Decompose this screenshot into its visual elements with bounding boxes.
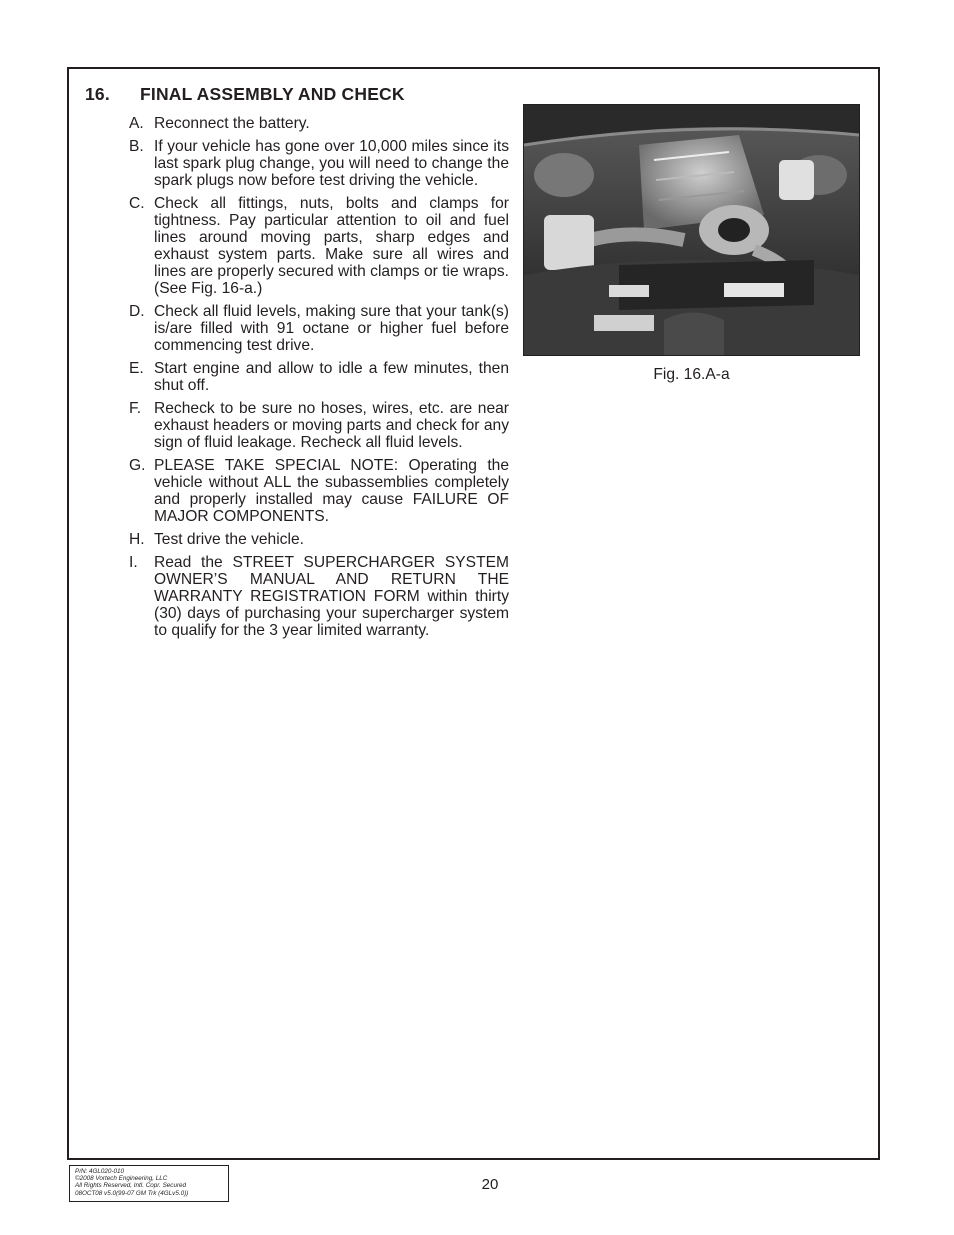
footer-line: P/N: 4GL020-010 (75, 1168, 125, 1175)
step-item (129, 115, 509, 132)
step-letter: I. (129, 554, 138, 571)
step-text: Read the STREET SUPERCHARGER SYSTEM OWNER’S MANUAL AND RETURN THE WARRANTY REGISTRATION FORM within thirty (30) days of purchasing your supercharger system to qualify for the 3 year limited warranty. (154, 554, 509, 639)
step-item (129, 531, 509, 548)
step-text: Check all fittings, nuts, bolts and clamps for tightness. Pay particular attention to oil and fuel lines around moving parts, sharp edges and exhaust system parts. Make sure all wires and lines are properly secured with clamps or tie wraps. (See Fig. 16-a.) (154, 195, 509, 297)
step-item (129, 457, 509, 525)
section-title: FINAL ASSEMBLY AND CHECK (140, 84, 405, 104)
step-text: Test drive the vehicle. (154, 531, 304, 548)
section-number: 16. (85, 84, 110, 104)
step-item (129, 554, 509, 639)
step-letter: D. (129, 303, 145, 320)
step-letter: E. (129, 360, 144, 377)
step-text: Recheck to be sure no hoses, wires, etc. are near exhaust headers or moving parts and check for any sign of fluid leakage. Recheck all fluid levels. (154, 400, 509, 451)
step-list (129, 115, 509, 645)
step-item (129, 400, 509, 451)
footer-line: All Rights Reserved, Intl. Copr. Secured (75, 1182, 187, 1190)
step-item (129, 195, 509, 297)
step-letter: G. (129, 457, 146, 474)
step-letter: B. (129, 138, 144, 155)
step-letter: F. (129, 400, 142, 417)
footer-line: ©2008 Vortech Engineering, LLC (75, 1175, 168, 1183)
step-text: Reconnect the battery. (154, 115, 310, 132)
step-text: Start engine and allow to idle a few minutes, then shut off. (154, 360, 509, 394)
step-text: If your vehicle has gone over 10,000 miles since its last spark plug change, you will need to change the spark plugs now before test driving the vehicle. (154, 138, 509, 189)
step-letter: H. (129, 531, 145, 548)
step-text: Check all fluid levels, making sure that your tank(s) is/are filled with 91 octane or higher fuel before commencing test drive. (154, 303, 509, 354)
figure-caption: Fig. 16.A-a (653, 366, 730, 383)
step-item (129, 138, 509, 189)
section-heading (85, 84, 405, 105)
step-letter: A. (129, 115, 144, 132)
step-item (129, 303, 509, 354)
footer-line: 08OCT08 v5.0(99-07 GM Trk (4GLv5.0)) (75, 1189, 189, 1197)
step-item (129, 360, 509, 394)
step-letter: C. (129, 195, 145, 212)
engine-bay-photo (523, 104, 860, 356)
page-number: 20 (481, 1176, 499, 1193)
step-text: PLEASE TAKE SPECIAL NOTE: Operating the vehicle without ALL the subassemblies completely and properly installed may cause FAILURE OF MAJOR COMPONENTS. (154, 457, 509, 525)
part-number-box (69, 1165, 229, 1202)
